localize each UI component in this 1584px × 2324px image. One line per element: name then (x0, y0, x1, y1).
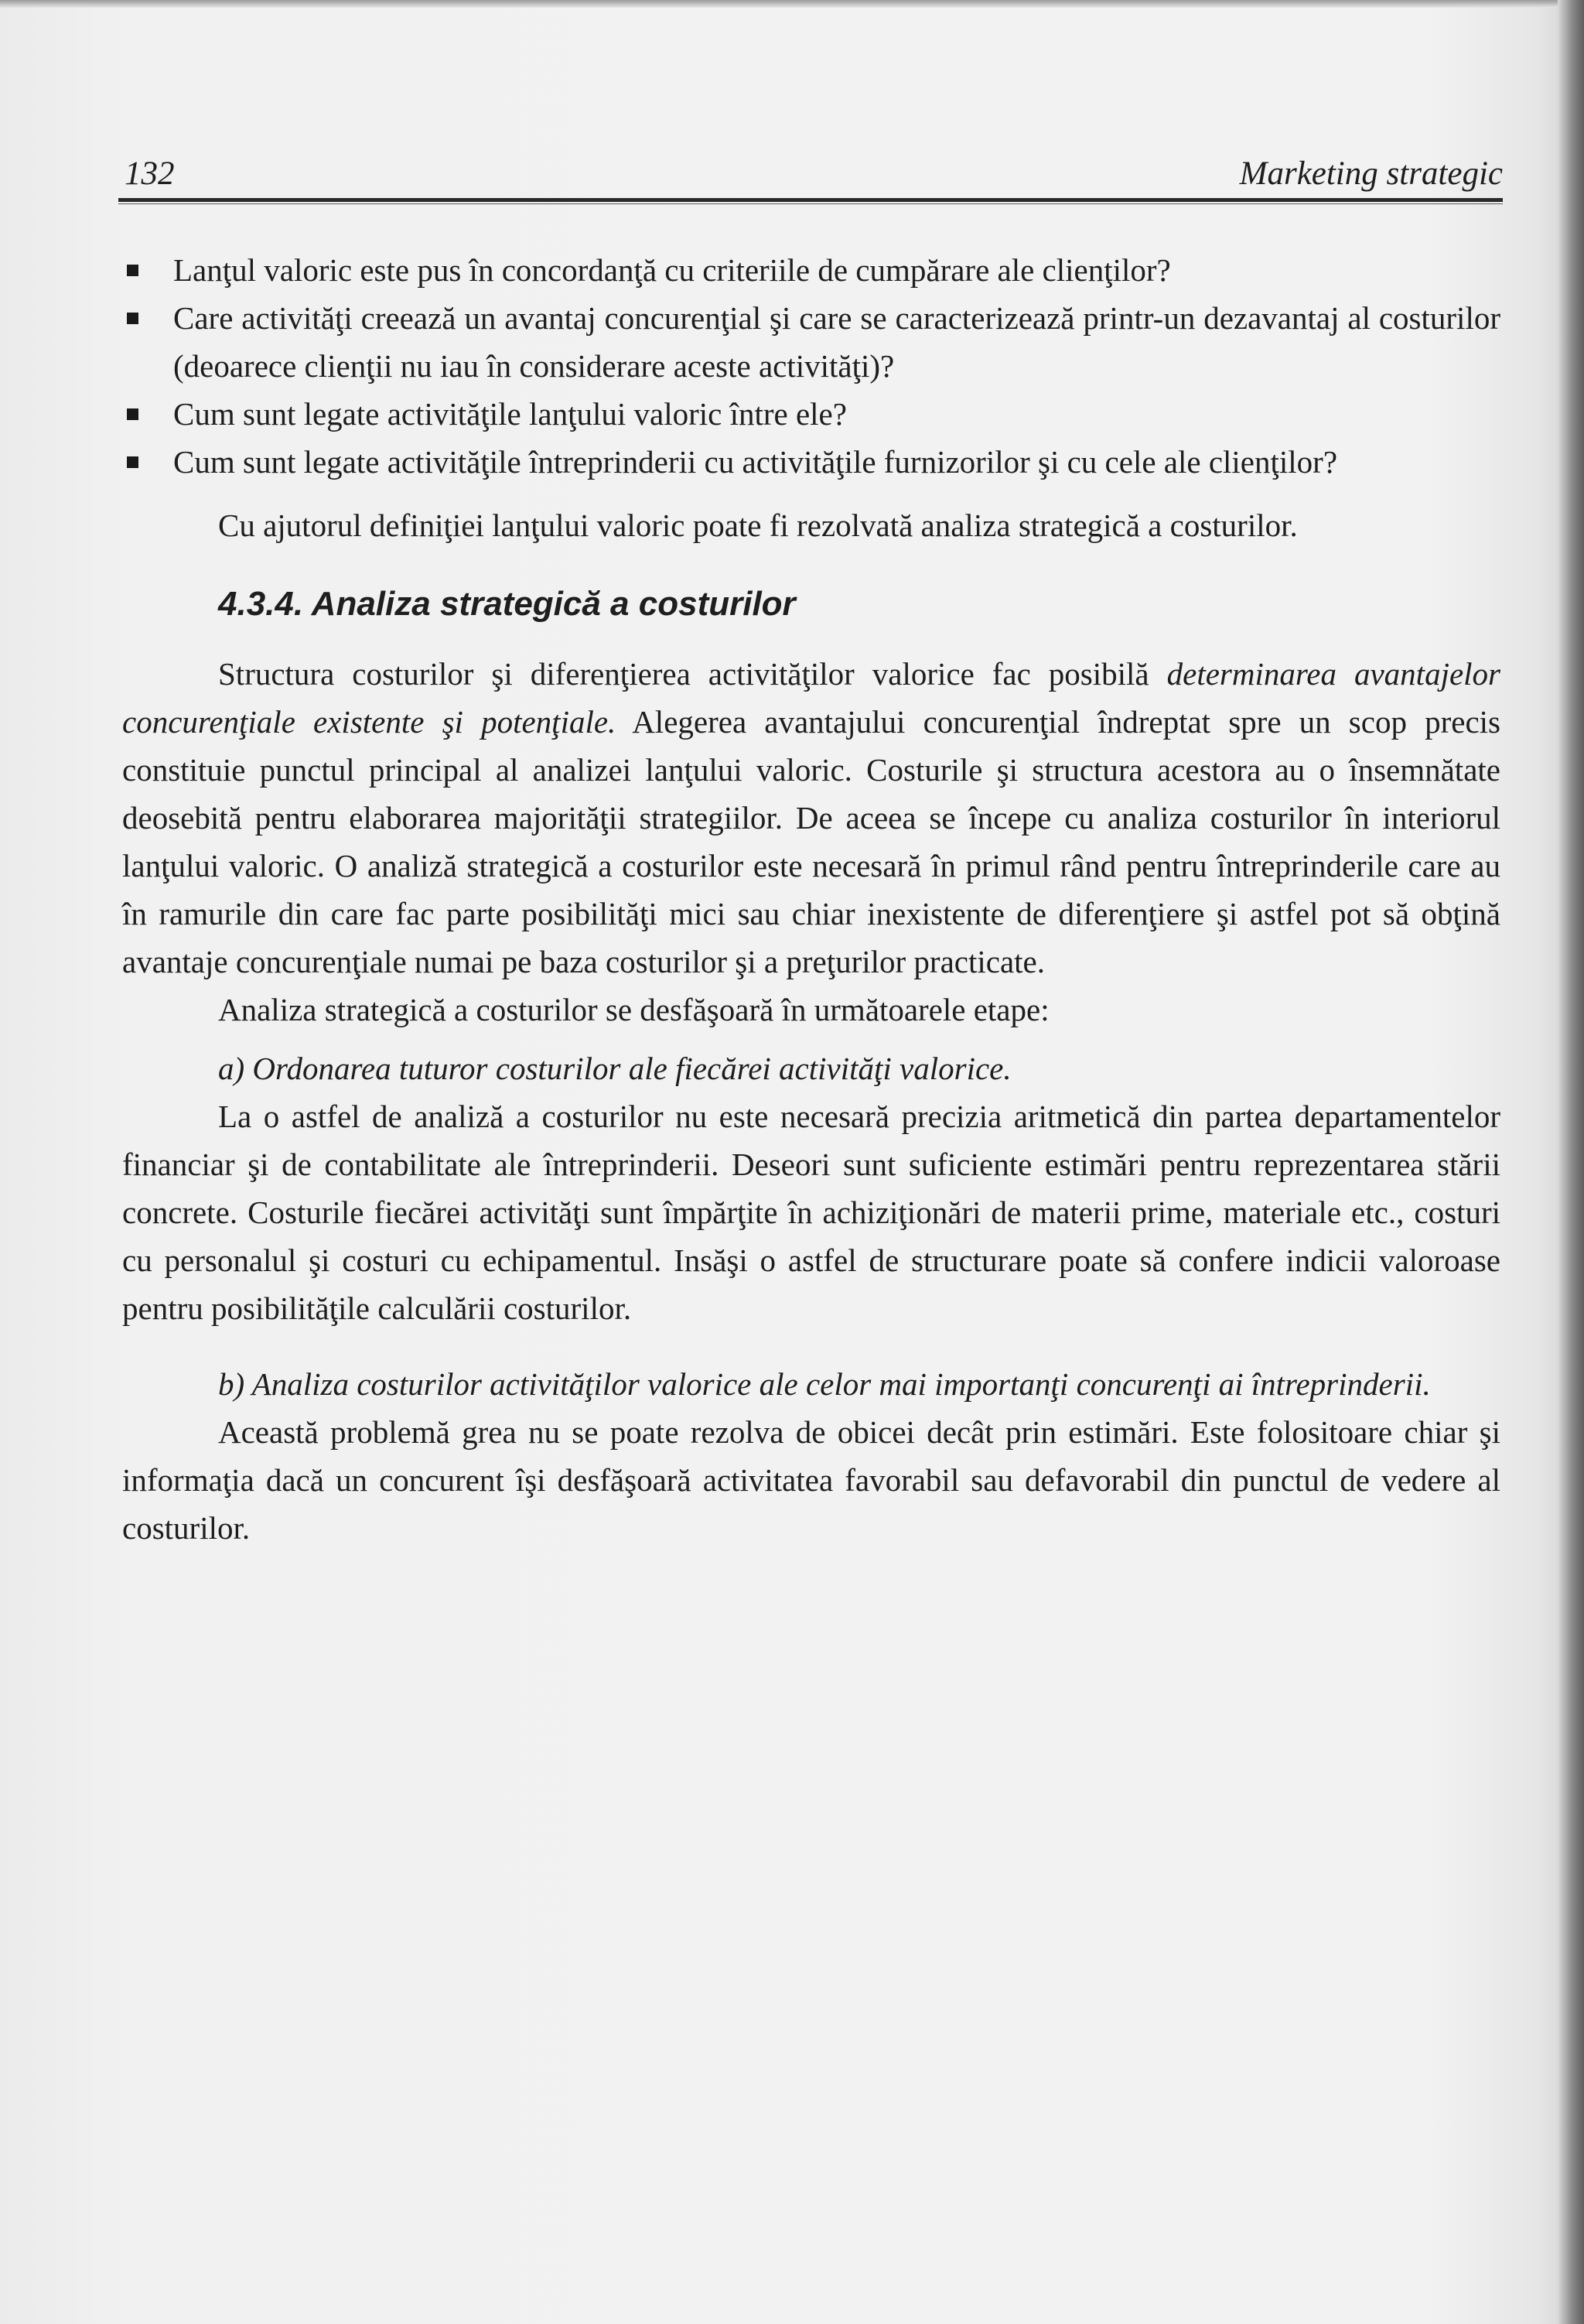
list-item (122, 390, 1500, 438)
page-body (122, 246, 1500, 1552)
running-title: Marketing strategic (1239, 156, 1503, 192)
section-paragraph-2: Analiza strategică a costurilor se desfăşoară în următoarele etape: (218, 992, 1050, 1027)
list-item (122, 438, 1500, 486)
step-b-heading: b) Analiza costurilor activităţilor valorice ale celor mai importanţi concurenţi ai întreprinderii. (218, 1366, 1431, 1402)
page-top-edge-shadow (0, 0, 1584, 8)
list-item-text: Care activităţi creează un avantaj concurenţial şi care se caracterizează printr-un dezavantaj al costurilor (deoarece clienţii nu iau în considerare aceste activităţi)? (173, 300, 1500, 384)
list-item-text: Cum sunt legate activităţile întreprinderii cu activităţile furnizorilor şi cu cele ale clienţilor? (173, 444, 1338, 480)
paragraph-1-emphasis: determinarea avantajelor concurenţiale existente şi potenţiale. (122, 656, 1501, 740)
section-heading: 4.3.4. Analiza strategică a costurilor (218, 585, 796, 623)
list-item (122, 294, 1500, 390)
list-item (122, 246, 1500, 294)
page-header (118, 155, 1503, 209)
intro-paragraph: Cu ajutorul definiţiei lanţului valoric poate fi rezolvată analiza strategică a costurilor. (218, 508, 1298, 543)
question-list (122, 246, 1500, 486)
square-bullet-icon (127, 456, 138, 468)
header-rule (118, 198, 1503, 202)
section-paragraph-1 (122, 650, 1500, 986)
list-item-text: Cum sunt legate activităţile lanţului valoric între ele? (173, 396, 847, 432)
list-item-text: Lanţul valoric este pus în concordanţă cu criteriile de cumpărare ale clienţilor? (173, 252, 1171, 288)
square-bullet-icon (127, 313, 138, 324)
step-a-heading: a) Ordonarea tuturor costurilor ale fiecărei activităţi valorice. (218, 1051, 1012, 1086)
book-spine-shadow (1558, 0, 1584, 2324)
paragraph-1-start: Structura costurilor şi diferenţierea activităţilor valorice fac posibilă (218, 656, 1167, 692)
paragraph-1-end: Alegerea avantajului concurenţial îndreptat spre un scop precis constituie punctul principal al analizei lanţului valoric. Costurile şi structura acestora au o însemnătate deosebită pentru elaborarea majorităţii strategiilor. De aceea se începe cu analiza costurilor în interiorul lanţului valoric. O analiză strategică a costurilor este necesară în primul rând pentru întreprinderile care au în ramurile din care fac parte posibilităţi mici sau chiar inexistente de diferenţiere şi astfel pot să obţină avantaje concurenţiale numai pe baza costurilor şi a preţurilor practicate. (122, 704, 1500, 979)
header-rule-thin (118, 203, 1503, 204)
page-number: 132 (125, 156, 175, 192)
section-paragraph-4: Această problemă grea nu se poate rezolva de obicei decât prin estimări. Este folositoare chiar şi informaţia dacă un concurent îşi desfăşoară activitatea favorabil sau defavorabil din punctul de vedere al costurilor. (122, 1414, 1500, 1546)
square-bullet-icon (127, 265, 138, 276)
square-bullet-icon (127, 408, 138, 420)
section-paragraph-3: La o astfel de analiză a costurilor nu este necesară precizia aritmetică din partea departamentelor financiar şi de contabilitate ale întreprinderii. Deseori sunt suficiente estimări pentru reprezentarea stării concrete. Costurile fiecărei activităţi sunt împărţite în achiziţionări de materii prime, materiale etc., costuri cu personalul şi costuri cu echipamentul. Insăşi o astfel de structurare poate să confere indicii valoroase pentru posibilităţile calculării costurilor. (122, 1099, 1500, 1326)
